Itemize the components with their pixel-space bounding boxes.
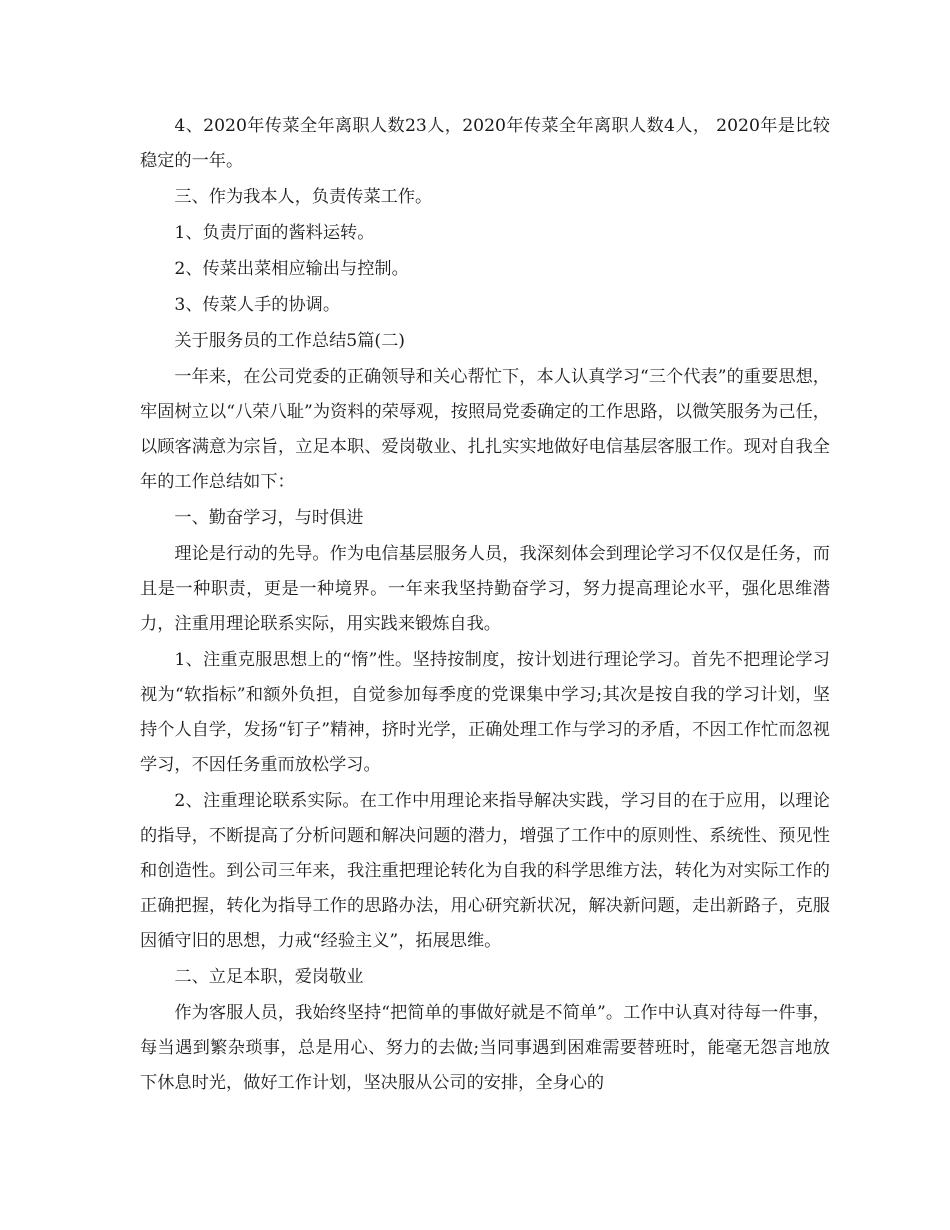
article-title: 关于服务员的工作总结5篇(二) xyxy=(174,331,405,351)
list-item-staff-coordination: 3、传菜人手的协调。 xyxy=(174,295,341,315)
paragraph-overcome-laziness: 1、注重克服思想上的“惰”性。坚持按制度，按计划进行理论学习。首先不把理论学习视为“软指标”和额外负担，自觉参加每季度的党课集中学习;其次是按自我的学习计划，坚持个人自学，发扬“钉子”精神，挤时光学，正确处理工作与学习的矛盾，不因工作忙而忽视学习，不因任务重而放松学习。 xyxy=(140,650,830,775)
section-heading-my-role: 三、作为我本人，负责传菜工作。 xyxy=(174,187,433,207)
document-body xyxy=(140,109,830,1102)
list-item-dish-output-control: 2、传菜出菜相应输出与控制。 xyxy=(174,259,409,279)
paragraph-theory-practice: 2、注重理论联系实际。在工作中用理论来指导解决实践，学习目的在于应用，以理论的指导，不断提高了分析问题和解决问题的潜力，增强了工作中的原则性、系统性、预见性和创造性。到公司三年来，我注重把理论转化为自我的科学思维方法，转化为对实际工作的正确把握，转化为指导工作的思路办法，用心研究新状况，解决新问题，走出新路子，克服因循守旧的思想，力戒“经验主义”，拓展思维。 xyxy=(140,791,830,951)
paragraph-attrition-stats: 4、2020年传菜全年离职人数23人，2020年传菜全年离职人数4人， 2020年是比较稳定的一年。 xyxy=(140,116,830,171)
section-heading-study: 一、勤奋学习，与时俱进 xyxy=(174,508,364,528)
list-item-sauce-rotation: 1、负责厅面的酱料运转。 xyxy=(174,223,375,243)
section-heading-dedication: 二、立足本职，爱岗敬业 xyxy=(174,967,364,987)
paragraph-introduction: 一年来，在公司党委的正确领导和关心帮忙下，本人认真学习“三个代表”的重要思想，牢固树立以“八荣八耻”为资料的荣辱观，按照局党委确定的工作思路，以微笑服务为己任，以顾客满意为宗旨，立足本职、爱岗敬业、扎扎实实地做好电信基层客服工作。现对自我全年的工作总结如下： xyxy=(140,367,830,492)
paragraph-customer-service: 作为客服人员，我始终坚持“把简单的事做好就是不简单”。工作中认真对待每一件事，每当遇到繁杂琐事，总是用心、努力的去做;当同事遇到困难需要替班时，能毫无怨言地放下休息时光，做好工作计划，坚决服从公司的安排，全身心的 xyxy=(140,1003,830,1093)
paragraph-theory-guide: 理论是行动的先导。作为电信基层服务人员，我深刻体会到理论学习不仅仅是任务，而且是一种职责，更是一种境界。一年来我坚持勤奋学习，努力提高理论水平，强化思维潜力，注重用理论联系实际，用实践来锻炼自我。 xyxy=(140,544,830,634)
